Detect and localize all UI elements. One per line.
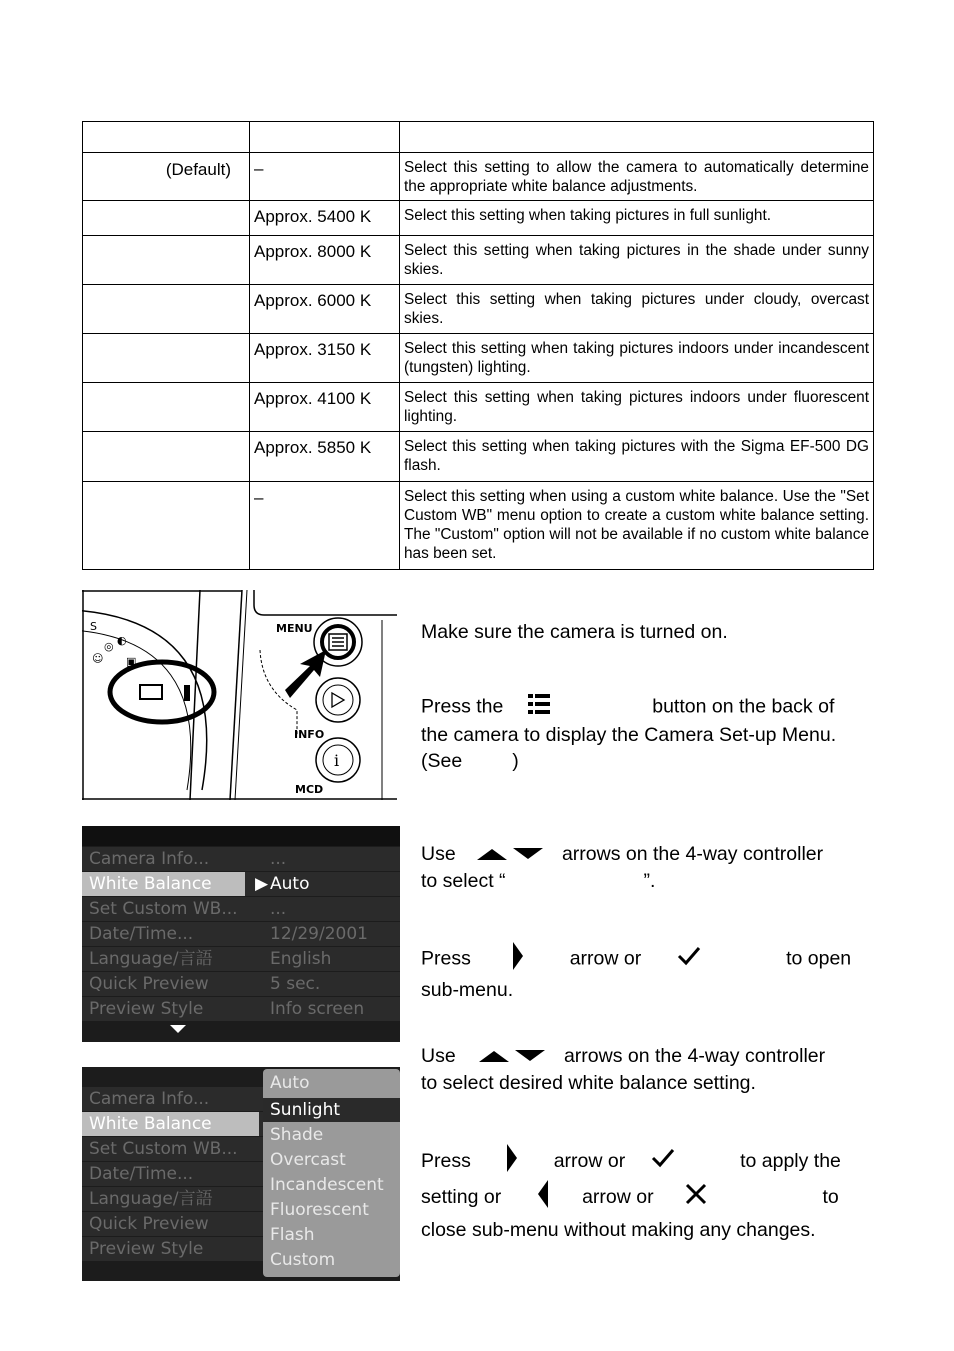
- temperature-cell: Approx. 4100 K: [250, 383, 400, 432]
- menu-item-preview-style[interactable]: Preview Style: [82, 1237, 400, 1261]
- setting-cell: [83, 334, 250, 383]
- description-cell: Select this setting when taking pictures in the shade under sunny skies.: [400, 236, 874, 285]
- mcd-label: MCD: [295, 783, 324, 796]
- option-overcast[interactable]: Overcast: [270, 1150, 346, 1170]
- option-auto[interactable]: Auto: [270, 1073, 310, 1093]
- menu-item-language[interactable]: Language/言語 English: [82, 947, 400, 971]
- menu-label: MENU: [276, 622, 313, 635]
- down-arrow-icon: [513, 842, 543, 868]
- menu-item-date-time[interactable]: Date/Time... 12/29/2001: [82, 922, 400, 946]
- description-cell: Select this setting when taking pictures indoors under incandescent (tungsten) lighting.: [400, 334, 874, 383]
- menu-item-preview-style[interactable]: Preview Style Info screen: [82, 997, 400, 1021]
- step-4-text: Press arrow or to open sub-menu.: [421, 942, 873, 1003]
- option-incandescent[interactable]: Incandescent: [270, 1175, 384, 1195]
- svg-text:S: S: [90, 620, 97, 633]
- temperature-cell: Approx. 8000 K: [250, 236, 400, 285]
- svg-text:◐: ◐: [117, 634, 127, 647]
- step-5-text: Use arrows on the 4-way controller to select desired white balance setting.: [421, 1045, 826, 1094]
- menu-item-camera-info[interactable]: Camera Info... ...: [82, 847, 400, 871]
- temperature-cell: –: [250, 153, 400, 201]
- menu-item-set-custom-wb[interactable]: Set Custom WB... ...: [82, 897, 400, 921]
- setting-cell: [83, 285, 250, 334]
- option-custom[interactable]: Custom: [270, 1250, 336, 1270]
- svg-text:◎: ◎: [104, 640, 114, 653]
- up-arrow-icon: [479, 1044, 509, 1070]
- table-row: [83, 201, 874, 236]
- svg-text:▣: ▣: [126, 655, 137, 668]
- description-cell: Select this setting when taking pictures under cloudy, overcast skies.: [400, 285, 874, 334]
- setup-menu-screen: [82, 826, 400, 1042]
- menu-item-white-balance[interactable]: White Balance ▶ Auto: [82, 872, 400, 896]
- menu-item-set-custom-wb[interactable]: Set Custom WB...: [82, 1137, 400, 1161]
- menu-item-white-balance[interactable]: White Balance: [82, 1112, 400, 1136]
- menu-list-icon: [527, 693, 551, 722]
- description-cell: Select this setting when taking pictures with the Sigma EF-500 DG flash.: [400, 432, 874, 482]
- white-balance-options-list: [263, 1069, 400, 1277]
- table-row: [83, 236, 874, 285]
- step-3-text: Use arrows on the 4-way controller to select “ ”.: [421, 843, 824, 892]
- down-arrow-icon: [515, 1044, 545, 1070]
- temperature-cell: –: [250, 482, 400, 570]
- menu-item-language[interactable]: Language/言語: [82, 1187, 400, 1211]
- svg-text:☺: ☺: [92, 652, 104, 665]
- right-arrow-icon: [506, 1144, 518, 1180]
- temperature-cell: Approx. 5400 K: [250, 201, 400, 236]
- menu-item-camera-info[interactable]: Camera Info...: [82, 1087, 400, 1111]
- up-arrow-icon: [477, 842, 507, 868]
- arrow-right-icon: ▶: [255, 874, 269, 894]
- white-balance-submenu-screen: [82, 1067, 400, 1281]
- white-balance-table: [82, 121, 874, 570]
- camera-back-illustration: [82, 590, 397, 800]
- checkmark-icon: [677, 946, 701, 973]
- left-arrow-icon: [537, 1180, 549, 1216]
- table-row: [83, 153, 874, 201]
- menu-item-quick-preview[interactable]: Quick Preview: [82, 1212, 400, 1236]
- option-fluorescent[interactable]: Fluorescent: [270, 1200, 369, 1220]
- info-label: INFO: [294, 728, 325, 741]
- scroll-down-icon[interactable]: [170, 1025, 186, 1033]
- table-row: [83, 482, 874, 570]
- step-2-text: Press the button on the back of the camera to display the Camera Set-up Menu. (See ): [421, 693, 873, 774]
- temperature-cell: Approx. 3150 K: [250, 334, 400, 383]
- step-6-text: Press arrow or to apply the setting or arrow or to close sub-menu without making any changes.: [421, 1144, 873, 1244]
- option-shade[interactable]: Shade: [270, 1125, 324, 1145]
- table-row: [83, 334, 874, 383]
- option-sunlight[interactable]: Sunlight: [270, 1100, 341, 1120]
- svg-text:i: i: [334, 751, 340, 770]
- temperature-cell: Approx. 5850 K: [250, 432, 400, 482]
- cross-icon: [685, 1183, 707, 1213]
- setting-cell: [83, 383, 250, 432]
- menu-item-date-time[interactable]: Date/Time...: [82, 1162, 400, 1186]
- description-cell: Select this setting to allow the camera to automatically determine the appropriate white balance adjustments.: [400, 153, 874, 201]
- setting-cell: [83, 236, 250, 285]
- description-cell: Select this setting when using a custom white balance. Use the "Set Custom WB" menu option to create a custom white balance setting. The "Custom" option will not be available if no custom white balance has been set.: [400, 482, 874, 570]
- option-flash[interactable]: Flash: [270, 1225, 315, 1245]
- table-header-row: [83, 122, 874, 153]
- table-row: [83, 383, 874, 432]
- setting-cell: [83, 432, 250, 482]
- camera-drawing: [82, 590, 397, 800]
- setting-cell: (Default): [83, 153, 250, 201]
- temperature-cell: Approx. 6000 K: [250, 285, 400, 334]
- description-cell: Select this setting when taking pictures in full sunlight.: [400, 201, 874, 236]
- right-arrow-icon: [512, 942, 524, 977]
- menu-item-quick-preview[interactable]: Quick Preview 5 sec.: [82, 972, 400, 996]
- description-cell: Select this setting when taking pictures indoors under fluorescent lighting.: [400, 383, 874, 432]
- table-row: [83, 285, 874, 334]
- checkmark-icon: [651, 1148, 675, 1176]
- setting-cell: [83, 201, 250, 236]
- setting-cell: [83, 482, 250, 570]
- table-row: [83, 432, 874, 482]
- step-1-text: Make sure the camera is turned on.: [421, 621, 728, 643]
